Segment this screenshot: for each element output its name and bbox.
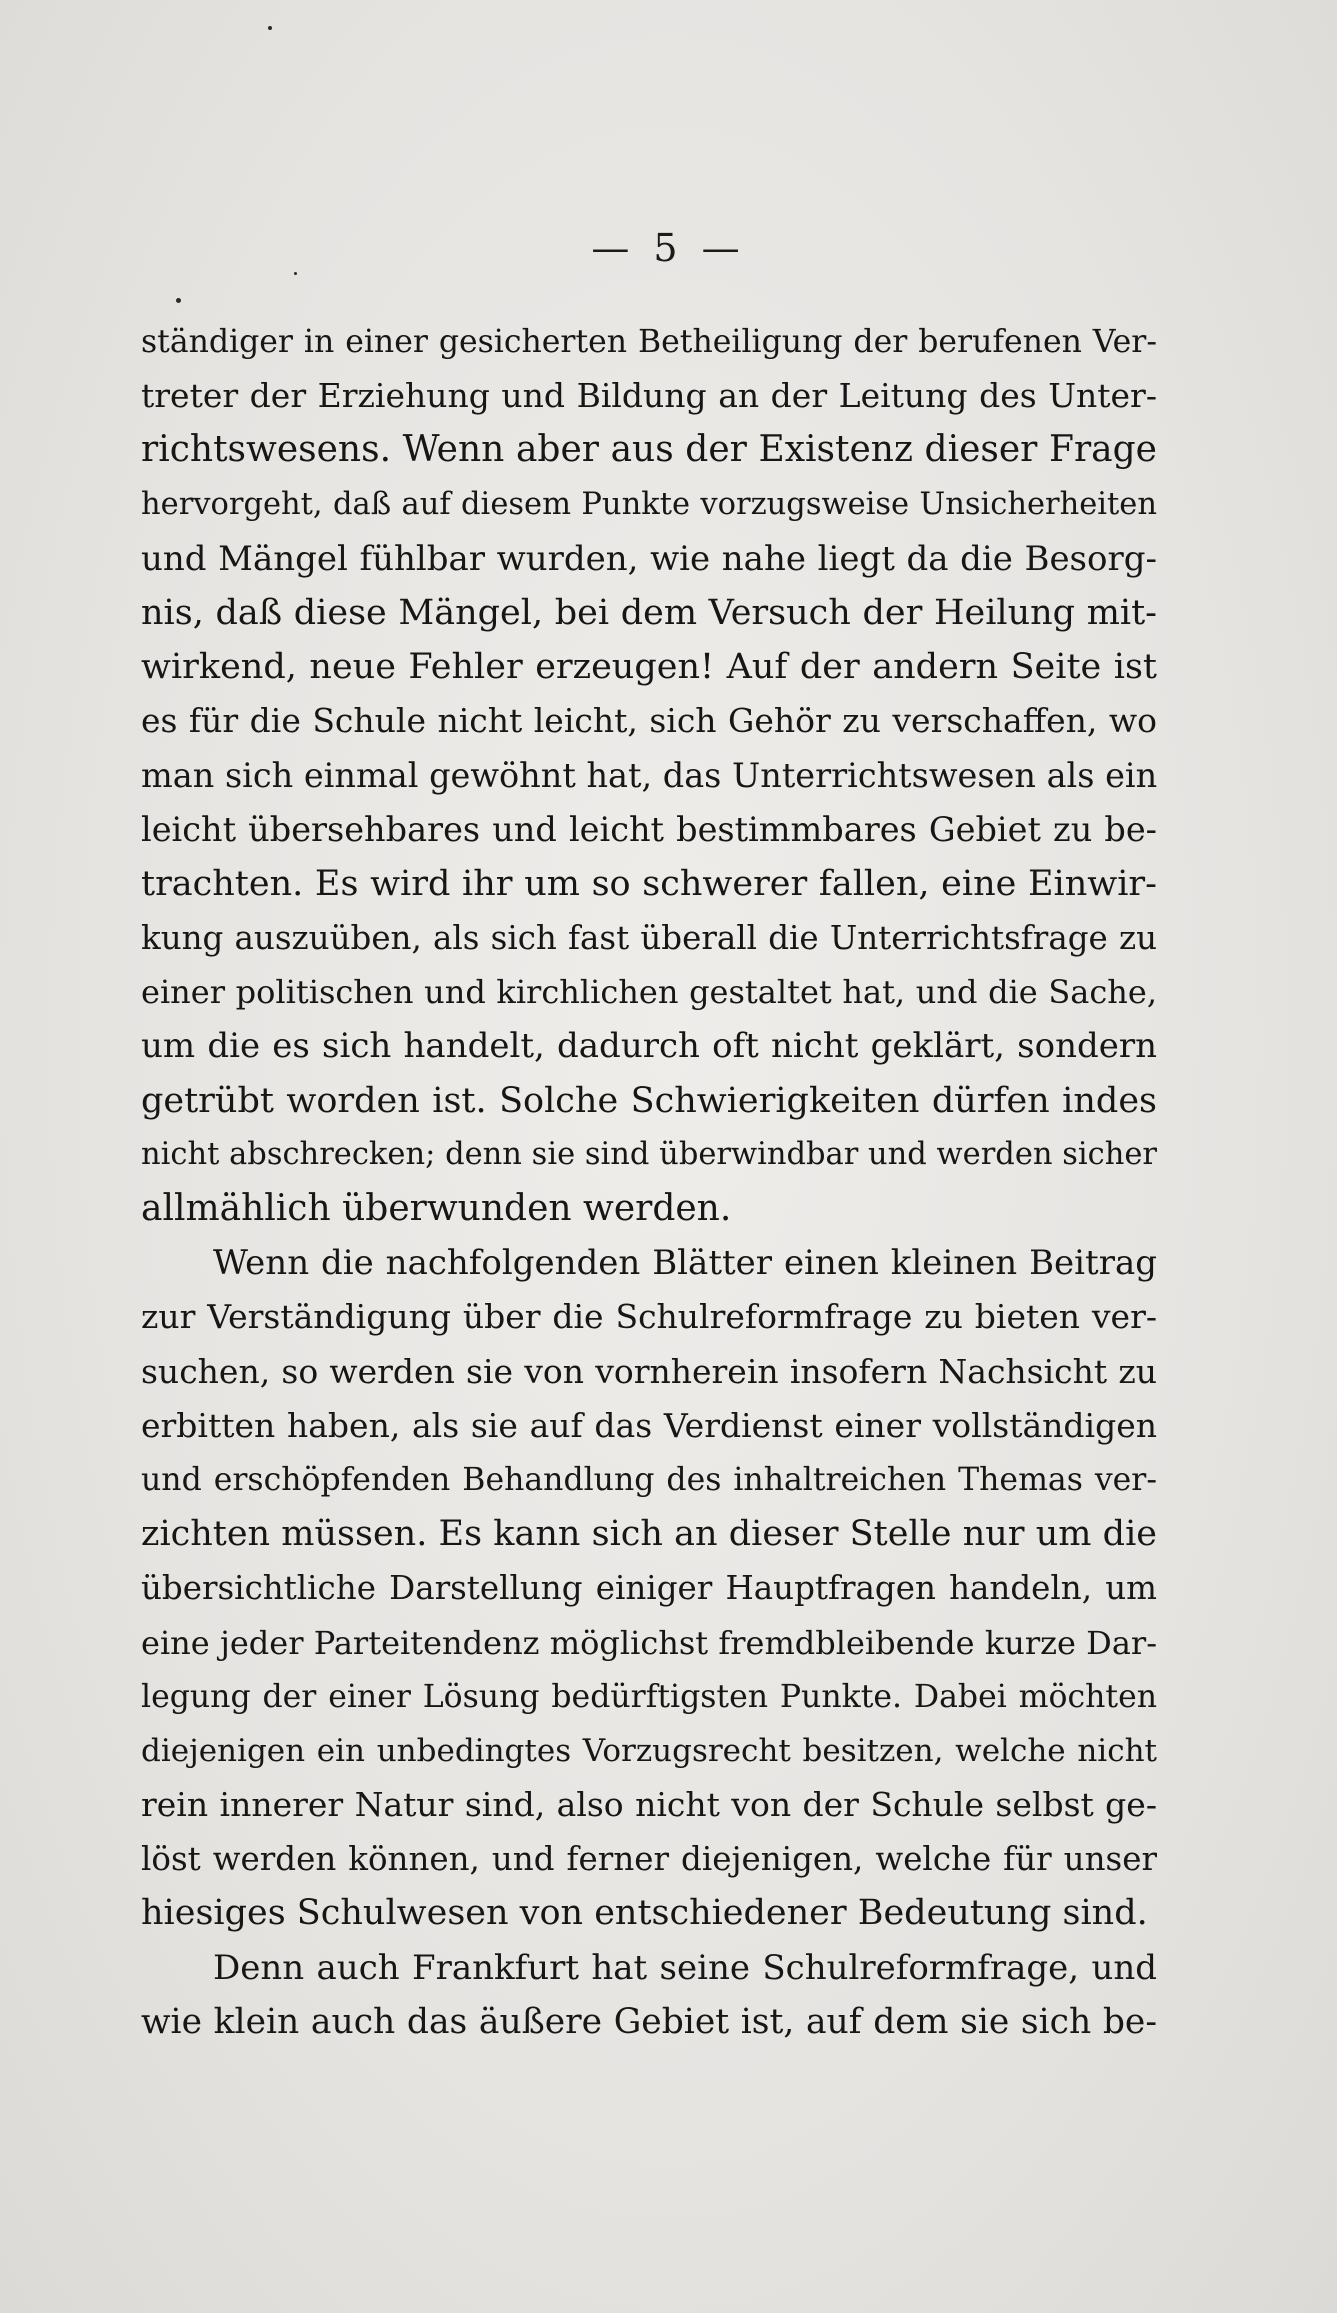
page-number: — 5 — xyxy=(591,226,746,270)
text-line: und Mängel fühlbar wurden, wie nahe liegt da die Besorg- xyxy=(141,538,1157,579)
text-line: Wenn die nachfolgenden Blätter einen kleinen Beitrag xyxy=(213,1243,1157,1284)
text-line: richtswesens. Wenn aber aus der Existenz dieser Frage xyxy=(141,429,1157,471)
ink-speck xyxy=(268,26,272,30)
text-line: übersichtliche Darstellung einiger Hauptfragen handeln, um xyxy=(141,1569,1157,1608)
text-line: wirkend, neue Fehler erzeugen! Auf der andern Seite ist xyxy=(141,647,1157,688)
text-line: wie klein auch das äußere Gebiet ist, auf dem sie sich be- xyxy=(141,2001,1157,2042)
text-line: diejenigen ein unbedingtes Vorzugsrecht besitzen, welche nicht xyxy=(141,1732,1157,1769)
text-line: man sich einmal gewöhnt hat, das Unterrichtswesen als ein xyxy=(141,755,1157,795)
text-line: löst werden können, und ferner diejenigen, welche für unser xyxy=(141,1840,1157,1879)
text-line: Denn auch Frankfurt hat seine Schulreformfrage, und xyxy=(213,1947,1157,1988)
text-line: zur Verständigung über die Schulreformfrage zu bieten ver- xyxy=(141,1297,1157,1337)
body-text xyxy=(141,315,1157,2049)
ink-speck xyxy=(176,298,181,303)
text-line: nis, daß diese Mängel, bei dem Versuch der Heilung mit- xyxy=(141,592,1157,633)
text-line: um die es sich handelt, dadurch oft nicht geklärt, sondern xyxy=(141,1026,1157,1067)
text-line: legung der einer Lösung bedürftigsten Punkte. Dabei möchten xyxy=(141,1678,1157,1715)
text-line: treter der Erziehung und Bildung an der Leitung des Unter- xyxy=(141,376,1157,416)
text-line: hervorgeht, daß auf diesem Punkte vorzugsweise Unsicherheiten xyxy=(141,486,1157,522)
ink-speck xyxy=(294,272,297,275)
text-line: einer politischen und kirchlichen gestaltet hat, und die Sache, xyxy=(141,973,1157,1012)
text-line: nicht abschrecken; denn sie sind überwindbar und werden sicher xyxy=(141,1136,1157,1172)
text-line: allmählich überwunden werden. xyxy=(141,1188,732,1229)
text-line: rein innerer Natur sind, also nicht von der Schule selbst ge- xyxy=(141,1785,1157,1825)
text-line: leicht übersehbares und leicht bestimmbares Gebiet zu be- xyxy=(141,809,1157,849)
text-line: eine jeder Parteitendenz möglichst fremdbleibende kurze Dar- xyxy=(141,1623,1157,1662)
text-line: ständiger in einer gesicherten Betheiligung der berufenen Ver- xyxy=(141,324,1157,360)
text-line: es für die Schule nicht leicht, sich Gehör zu verschaffen, wo xyxy=(141,701,1157,741)
text-line: suchen, so werden sie von vornherein insofern Nachsicht zu xyxy=(141,1351,1157,1391)
text-line: trachten. Es wird ihr um so schwerer fallen, eine Einwir- xyxy=(141,863,1157,904)
text-line: und erschöpfenden Behandlung des inhaltreichen Themas ver- xyxy=(141,1461,1157,1498)
text-line: zichten müssen. Es kann sich an dieser Stelle nur um die xyxy=(141,1514,1157,1555)
text-line: erbitten haben, als sie auf das Verdienst einer vollständigen xyxy=(141,1405,1157,1445)
text-line: hiesiges Schulwesen von entschiedener Bedeutung sind. xyxy=(141,1893,1148,1934)
text-line: kung auszuüben, als sich fast überall die Unterrichtsfrage zu xyxy=(141,919,1157,958)
text-line: getrübt worden ist. Solche Schwierigkeiten dürfen indes xyxy=(141,1080,1157,1121)
